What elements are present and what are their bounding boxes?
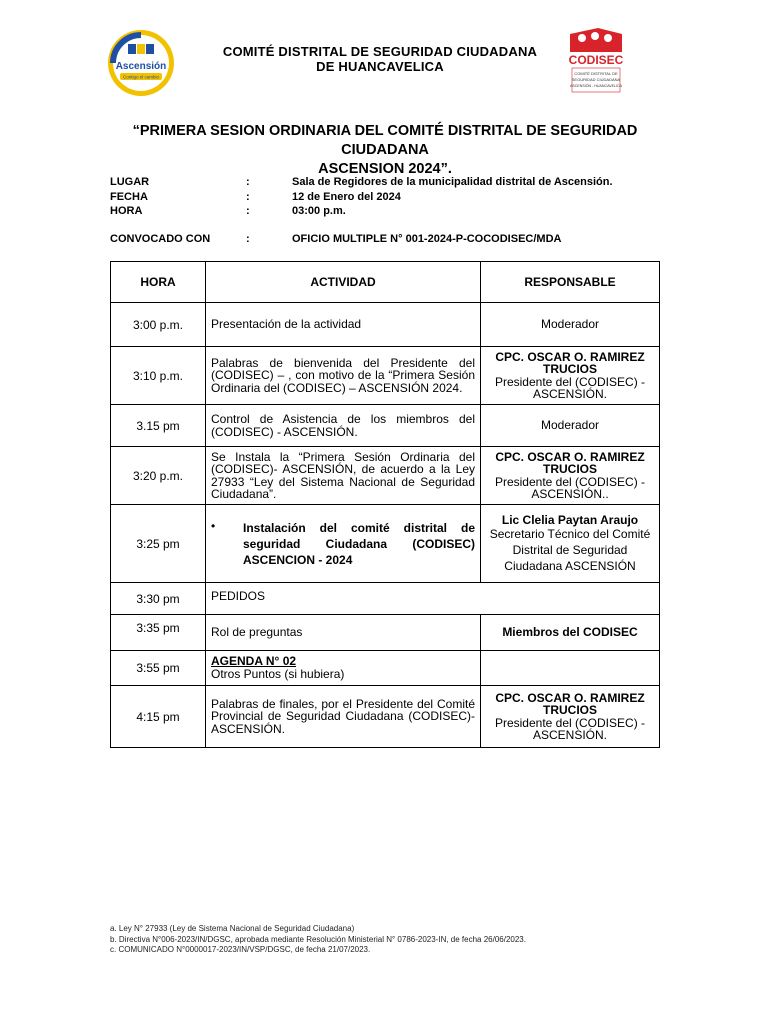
info-colon: :	[246, 205, 250, 217]
cell-responsable	[481, 303, 660, 347]
table-row	[111, 405, 660, 447]
footnotes	[110, 924, 526, 956]
cell-hora: 3:25 pm	[111, 505, 206, 583]
cell-hora: 3:55 pm	[111, 651, 206, 686]
svg-text:ASCENSIÓN - HUANCAVELICA: ASCENSIÓN - HUANCAVELICA	[569, 84, 623, 88]
cell-hora: 3:20 p.m.	[111, 447, 206, 505]
responsable-name: CPC. OSCAR O. RAMIREZ TRUCIOS	[495, 349, 645, 376]
info-label: HORA	[110, 205, 143, 217]
info-value: 03:00 p.m.	[292, 205, 346, 217]
cell-hora: 3:00 p.m.	[111, 303, 206, 347]
header-responsable: RESPONSABLE	[481, 262, 660, 303]
info-value: OFICIO MULTIPLE N° 001-2024-P-COCODISEC/MDA	[292, 233, 562, 245]
svg-text:Contigo el cambio: Contigo el cambio	[122, 74, 160, 80]
responsable-name: CPC. OSCAR O. RAMIREZ TRUCIOS	[495, 449, 645, 476]
responsable-name: CPC. OSCAR O. RAMIREZ TRUCIOS	[495, 690, 645, 717]
responsable-role: Moderador	[540, 418, 600, 433]
header-hora: HORA	[111, 262, 206, 303]
bullet-icon: •	[211, 518, 216, 533]
svg-text:SEGURIDAD CIUDADANA: SEGURIDAD CIUDADANA	[571, 77, 621, 82]
responsable-role: Presidente del (CODISEC) - ASCENSIÓN.	[494, 374, 646, 401]
cell-actividad: Rol de preguntas	[206, 615, 481, 651]
cell-actividad: Control de Asistencia de los miembros del (CODISEC) - ASCENSIÓN.	[206, 405, 481, 447]
table-header-row	[111, 262, 660, 303]
cell-responsable	[481, 447, 660, 505]
footnote-b: b. Directiva N°006-2023/IN/DGSC, aprobada mediante Resolución Ministerial N° 0786-2023-IN, de fecha 26/06/2023.	[110, 934, 526, 944]
info-colon: :	[246, 176, 250, 188]
cell-hora: 3:35 pm	[111, 615, 206, 651]
cell-responsable	[481, 347, 660, 405]
cell-actividad: Presentación de la actividad	[206, 303, 481, 347]
title-line-1: “PRIMERA SESION ORDINARIA DEL COMITÉ DISTRITAL DE SEGURIDAD CIUDADANA	[132, 123, 638, 158]
table-row	[111, 615, 660, 651]
info-value: 12 de Enero del 2024	[292, 191, 401, 203]
document-title	[90, 122, 680, 179]
responsable-role: Presidente del (CODISEC) - ASCENSIÓN.	[494, 715, 646, 742]
cell-actividad	[206, 651, 481, 686]
cell-hora: 3:30 pm	[111, 583, 206, 615]
org-line-2: DE HUANCAVELICA	[316, 59, 444, 74]
cell-responsable	[481, 615, 660, 651]
bullet-item	[211, 520, 475, 568]
info-value: Sala de Regidores de la municipalidad distrital de Ascensión.	[292, 176, 613, 188]
title-line-2: ASCENSION 2024”.	[318, 161, 452, 177]
cell-hora: 3.15 pm	[111, 405, 206, 447]
svg-text:CODISEC: CODISEC	[568, 53, 624, 67]
cell-actividad	[206, 505, 481, 583]
info-colon: :	[246, 191, 250, 203]
responsable-name: Miembros del CODISEC	[502, 625, 638, 640]
info-label: FECHA	[110, 191, 148, 203]
footnote-a: a. Ley N° 27933 (Ley de Sistema Nacional de Seguridad Ciudadana)	[110, 924, 355, 933]
bullet-text: Instalación del comité distrital de seguridad Ciudadana (CODISEC) ASCENCION - 2024	[243, 520, 475, 567]
cell-responsable	[481, 505, 660, 583]
cell-hora: 4:15 pm	[111, 686, 206, 748]
cell-actividad: PEDIDOS	[206, 583, 660, 615]
codisec-logo	[562, 24, 632, 94]
table-row	[111, 505, 660, 583]
responsable-role: Secretario Técnico del Comité Distrital de Seguridad Ciudadana ASCENSIÓN	[489, 526, 651, 573]
responsable-role: Moderador	[540, 317, 600, 332]
svg-text:Ascensión: Ascensión	[115, 61, 167, 72]
cell-hora: 3:10 p.m.	[111, 347, 206, 405]
table-row	[111, 686, 660, 748]
organization-heading	[200, 44, 560, 74]
cell-actividad: Palabras de bienvenida del Presidente del (CODISEC) – , con motivo de la “Primera Sesión Ordinaria del (CODISEC) – ASCENSIÓN 2024.	[206, 347, 481, 405]
table-row	[111, 447, 660, 505]
agenda-text: Otros Puntos (si hubiera)	[211, 667, 345, 681]
info-colon: :	[246, 233, 250, 245]
cell-actividad: Palabras de finales, por el Presidente del Comité Provincial de Seguridad Ciudadana (CODISEC)- ASCENSIÓN.	[206, 686, 481, 748]
agenda-number: AGENDA N° 02	[211, 654, 297, 668]
table-row	[111, 303, 660, 347]
table-row	[111, 583, 660, 615]
info-label: LUGAR	[110, 176, 150, 188]
org-line-1: COMITÉ DISTRITAL DE SEGURIDAD CIUDADANA	[222, 44, 538, 59]
cell-responsable	[481, 651, 660, 686]
responsable-role: Presidente del (CODISEC) - ASCENSIÓN..	[494, 474, 646, 501]
table-row	[111, 651, 660, 686]
responsable-name: Lic Clelia Paytan Araujo	[501, 512, 639, 527]
cell-responsable	[481, 405, 660, 447]
cell-actividad: Se Instala la “Primera Sesión Ordinaria del (CODISEC)- ASCENSIÓN, de acuerdo a la Ley 27933 “Ley del Sistema Nacional de Seguridad Ciudadana”.	[206, 447, 481, 505]
footnote-c: c. COMUNICADO N°0000017-2023/IN/VSP/DGSC, de fecha 21/07/2023.	[110, 945, 371, 954]
header-actividad: ACTIVIDAD	[206, 262, 481, 303]
cell-responsable	[481, 686, 660, 748]
svg-text:COMITÉ DISTRITAL DE: COMITÉ DISTRITAL DE	[574, 71, 618, 76]
agenda-table	[110, 261, 660, 748]
info-label: CONVOCADO CON	[110, 233, 211, 245]
table-row	[111, 347, 660, 405]
ascension-logo	[106, 28, 176, 98]
